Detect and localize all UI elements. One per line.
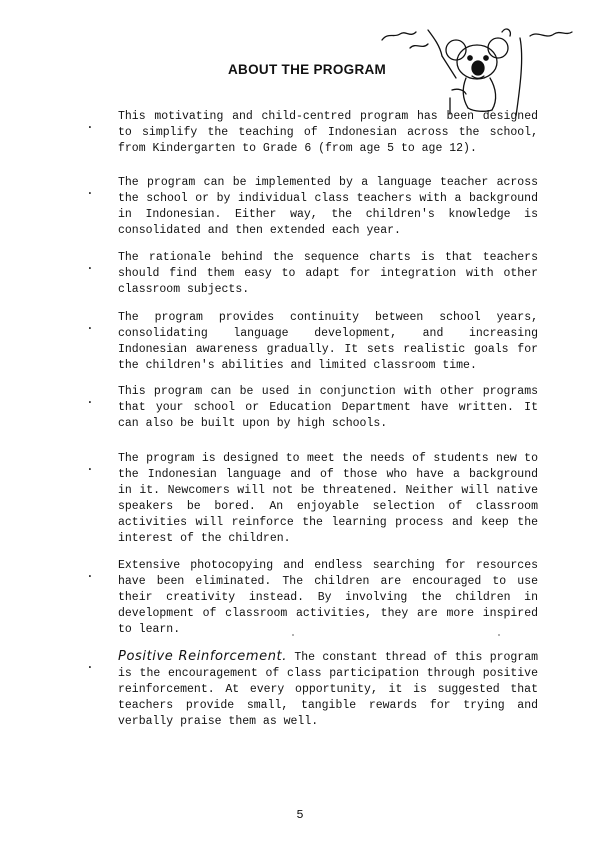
list-item [118,558,538,638]
scan-speck [498,634,500,636]
paragraph-text: The program can be implemented by a language teacher across the school or by individual class teachers with a background in Indonesian. Either way, the children's knowledge is consolidated and then extended each year. [118,176,538,237]
list-item [118,175,538,239]
scan-speck [292,634,294,636]
paragraph-text: This motivating and child-centred program has been designed to simplify the teaching of Indonesian across the school, from Kindergarten to Grade 6 (from age 5 to age 12). [118,110,538,155]
bullet-marker: . [86,566,94,581]
list-item [118,451,538,547]
bullet-marker: . [86,117,94,132]
bullet-marker: . [86,657,94,672]
paragraph-text: This program can be used in conjunction with other programs that your school or Education Department have written. It can also be built upon by high schools. [118,385,538,430]
list-item [118,310,538,374]
paragraph-text [118,649,538,730]
lead-phrase: Positive Reinforcement. [118,649,287,664]
bullet-marker: . [86,258,94,273]
list-item [118,649,538,730]
paragraph-text: The program provides continuity between school years, consolidating language development, and increasing Indonesian awareness gradually. It sets realistic goals for the children's abilities and limited classroom time. [118,311,538,372]
koala-illustration [370,18,585,118]
bullet-marker: . [86,459,94,474]
paragraph-text: The program is designed to meet the needs of students new to the Indonesian language and of those who have a background in it. Newcomers will not be threatened. Neither will native speakers be bored. An enjoyable selection of classroom activities will reinforce the learning process and keep the interest of the children. [118,452,538,545]
bullet-marker: . [86,183,94,198]
bullet-marker: . [86,318,94,333]
list-item [118,384,538,432]
paragraph-body: The constant thread of this program is the encouragement of class participation through positive reinforcement. At every opportunity, it is suggested that teachers provide small, tangible rewards for trying and verbally praise them as well. [118,651,538,728]
list-item [118,109,538,157]
bullet-marker: . [86,392,94,407]
paragraph-text: Extensive photocopying and endless searching for resources have been eliminated. The children are encouraged to use their creativity instead. By involving the children in development of classroom activities, they are more inspired to learn. [118,559,538,636]
page-number: 5 [296,808,304,822]
list-item [118,250,538,298]
page-title: ABOUT THE PROGRAM [228,62,387,77]
paragraph-text: The rationale behind the sequence charts is that teachers should find them easy to adapt for integration with other classroom subjects. [118,251,538,296]
